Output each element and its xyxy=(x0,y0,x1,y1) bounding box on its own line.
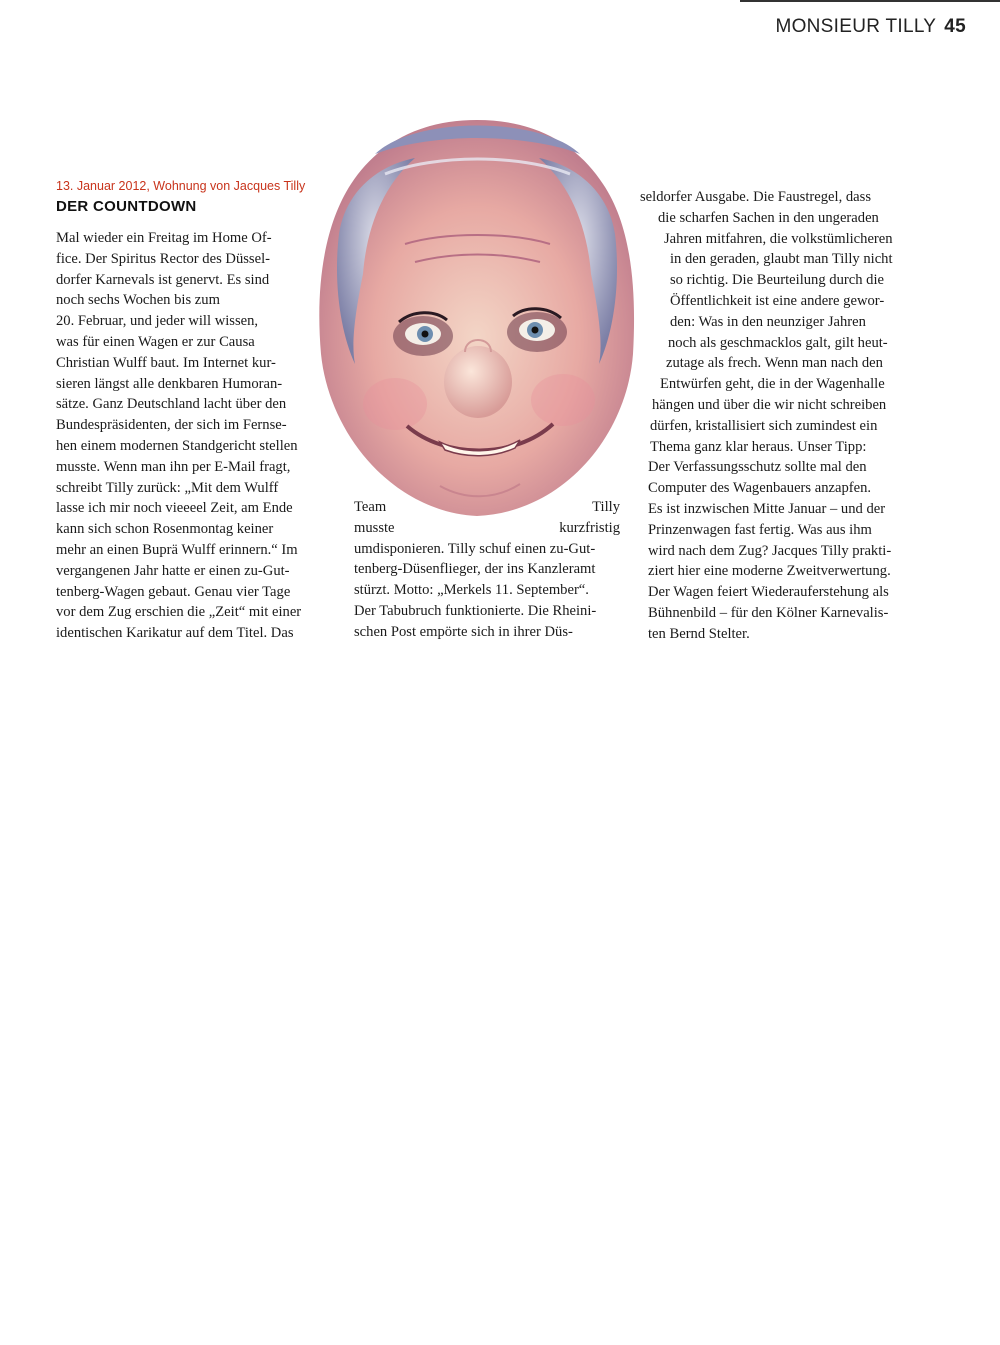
text-line: schreibt Tilly zurück: „Mit dem Wulff xyxy=(56,479,279,496)
text-line: tenberg-Düsenflieger, der ins Kanzleramt xyxy=(354,561,596,578)
text-line: mehr an einen Buprä Wulff erinnern.“ Im xyxy=(56,541,298,558)
text-line: Der Verfassungsschutz sollte mal den xyxy=(648,459,867,476)
text-line: seldorfer Ausgabe. Die Faustregel, dass xyxy=(640,189,872,205)
text-line: Es ist inzwischen Mitte Januar – und der xyxy=(648,500,886,517)
text-line: tenberg-Wagen gebaut. Genau vier Tage xyxy=(56,583,291,600)
word: Team xyxy=(354,499,387,515)
text-line xyxy=(354,497,620,518)
top-rule xyxy=(740,0,1000,2)
text-line: den: Was in den neunziger Jahren xyxy=(670,313,866,330)
column-right xyxy=(640,187,893,645)
text-line: wird nach dem Zug? Jacques Tilly prakti- xyxy=(648,542,892,559)
text-line: Prinzenwagen fast fertig. Was aus ihm xyxy=(648,521,872,538)
text-line: ziert hier eine moderne Zweitverwertung. xyxy=(648,563,891,580)
text-line: hen einem modernen Standgericht stellen xyxy=(56,437,298,454)
text-line: Mal wieder ein Freitag im Home Of- xyxy=(56,230,272,246)
text-line: musste. Wenn man ihn per E-Mail fragt, xyxy=(56,458,291,475)
text-line: Computer des Wagenbauers anzapfen. xyxy=(648,480,872,497)
text-line: Thema ganz klar heraus. Unser Tipp: xyxy=(650,438,867,455)
section-title: MONSIEUR TILLY xyxy=(775,16,937,37)
text-line: fice. Der Spiritus Rector des Düssel- xyxy=(56,250,270,267)
column-middle xyxy=(354,497,620,643)
article-headline: DER COUNTDOWN xyxy=(56,198,197,215)
text-line: hängen und über die wir nicht schreiben xyxy=(652,396,887,413)
text-line: vergangenen Jahr hatte er einen zu-Gut- xyxy=(56,562,290,579)
text-line: kann sich schon Rosenmontag keiner xyxy=(56,521,274,538)
text-line: schen Post empörte sich in ihrer Düs- xyxy=(354,623,573,640)
text-line: sieren längst alle denkbaren Humoran- xyxy=(56,375,283,392)
text-line: was für einen Wagen er zur Causa xyxy=(56,333,255,350)
text-line: ten Bernd Stelter. xyxy=(648,625,750,642)
text-line: noch sechs Wochen bis zum xyxy=(56,292,220,309)
text-line: Jahren mitfahren, die volkstümlicheren xyxy=(664,230,893,247)
text-line: identischen Karikatur auf dem Titel. Das xyxy=(56,625,294,642)
word: kurzfristig xyxy=(559,519,620,536)
text-line: Bundespräsidenten, der sich im Fernse- xyxy=(56,417,287,434)
text-line: die scharfen Sachen in den ungeraden xyxy=(658,209,879,226)
text-line: lasse ich mir noch vieeeel Zeit, am Ende xyxy=(56,500,293,517)
text-line: Der Tabubruch funktionierte. Die Rheini- xyxy=(354,602,597,619)
text-line xyxy=(354,518,620,539)
text-line: umdisponieren. Tilly schuf einen zu-Gut- xyxy=(354,540,596,557)
text-line: in den geraden, glaubt man Tilly nicht xyxy=(670,251,893,268)
text-line: Öffentlichkeit ist eine andere gewor- xyxy=(670,292,885,309)
text-line: dürfen, kristallisiert sich zumindest ein xyxy=(650,417,878,434)
text-line: Christian Wulff baut. Im Internet kur- xyxy=(56,354,276,371)
text-line: Bühnenbild – für den Kölner Karnevalis- xyxy=(648,604,889,621)
article-kicker: 13. Januar 2012, Wohnung von Jacques Tilly xyxy=(56,179,306,193)
word: musste xyxy=(354,519,395,536)
text-line: noch als geschmacklos galt, gilt heut- xyxy=(668,334,888,351)
text-line: so richtig. Die Beurteilung durch die xyxy=(670,272,884,289)
text-line: dorfer Karnevals ist genervt. Es sind xyxy=(56,271,270,288)
text-line: zutage als frech. Wenn man nach den xyxy=(666,355,883,372)
column-left xyxy=(56,228,301,644)
caricature-mask-illustration xyxy=(315,114,640,519)
word: Tilly xyxy=(592,499,620,515)
text-line: sätze. Ganz Deutschland lacht über den xyxy=(56,396,287,413)
text-line: 20. Februar, und jeder will wissen, xyxy=(56,313,259,330)
running-header xyxy=(775,16,966,38)
text-line: vor dem Zug erschien die „Zeit“ mit einer xyxy=(56,604,302,621)
page-number: 45 xyxy=(944,16,966,37)
text-line: stürzt. Motto: „Merkels 11. September“. xyxy=(354,582,589,599)
text-line: Entwürfen geht, die in der Wagenhalle xyxy=(660,376,885,393)
text-line: Der Wagen feiert Wiederauferstehung als xyxy=(648,584,889,601)
